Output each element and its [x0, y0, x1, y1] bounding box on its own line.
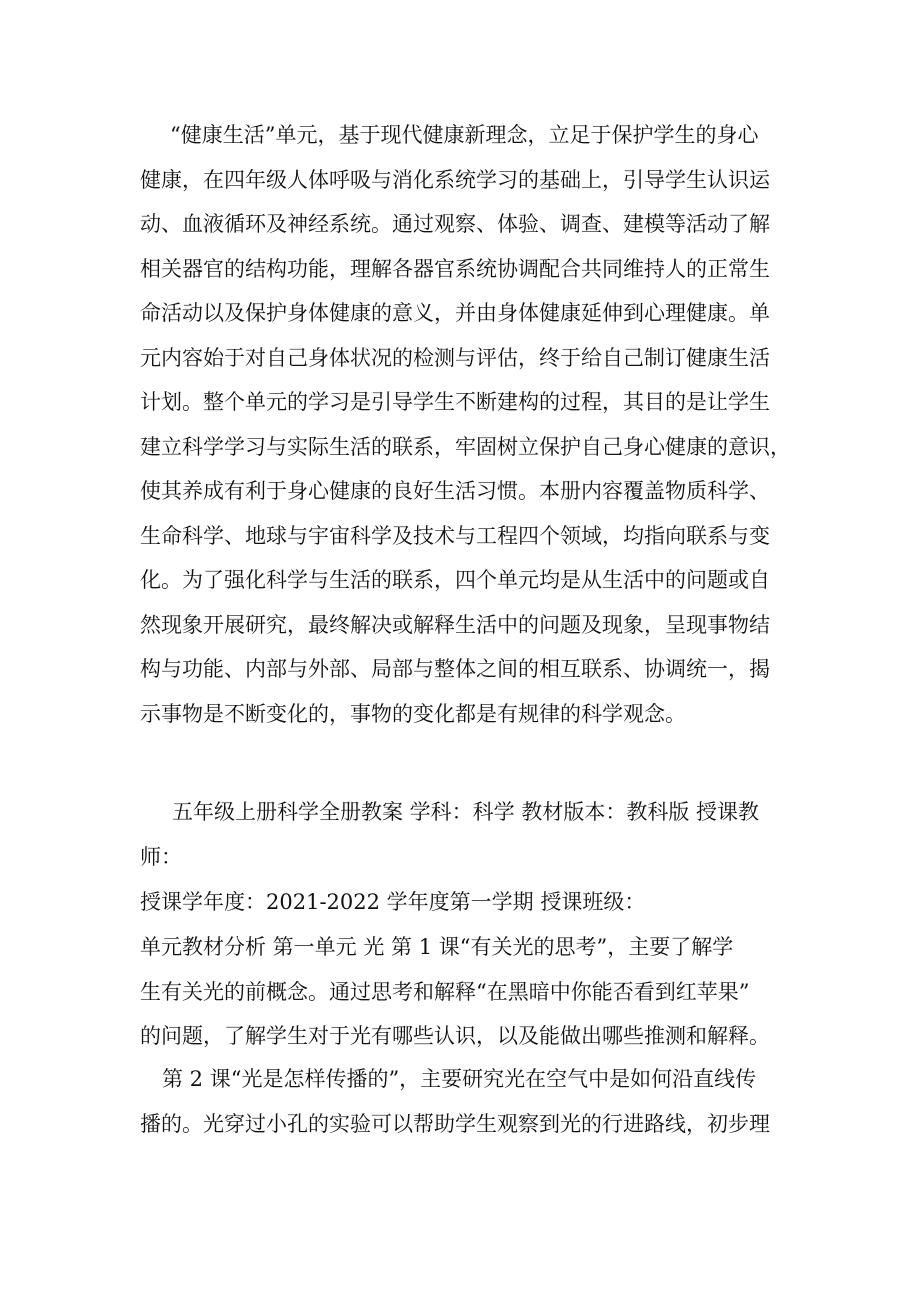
text-line: 动、血液循环及神经系统。通过观察、体验、调查、建模等活动了解 [140, 212, 770, 236]
text-line: 示事物是不断变化的，事物的变化都是有规律的科学观念。 [140, 701, 686, 726]
text-line: 生有关光的前概念。通过思考和解释“在黑暗中你能否看到红苹果” [140, 979, 750, 1004]
text-line: 化。为了强化科学与生活的联系，四个单元均是从生活中的问题或自 [140, 568, 770, 592]
paragraph-school-year [140, 880, 795, 925]
text-line: 命活动以及保护身体健康的意义，并由身体健康延伸到心理健康。单 [140, 301, 770, 325]
text-line: 计划。整个单元的学习是引导学生不断建构的过程，其目的是让学生 [140, 390, 770, 414]
text-line: 的问题，了解学生对于光有哪些认识，以及能做出哪些推测和解释。 [140, 1024, 770, 1048]
paragraph-unit-analysis [140, 925, 795, 1059]
text-line: 第 2 课“光是怎样传播的”，主要研究光在空气中是如何沿直线传 [162, 1067, 757, 1091]
paragraph-lesson-2 [140, 1057, 795, 1146]
text-line: 授课学年度：2021-2022 学年度第一学期 授课班级： [140, 890, 646, 914]
text-line: 播的。光穿过小孔的实验可以帮助学生观察到光的行进路线，初步理 [140, 1111, 770, 1136]
text-line: 构与功能、内部与外部、局部与整体之间的相互联系、协调统一，揭 [140, 657, 770, 681]
text-line: 师： [140, 844, 182, 869]
paragraph-health-unit [140, 113, 795, 736]
text-line: 生命科学、地球与宇宙科学及技术与工程四个领域，均指向联系与变 [140, 523, 770, 548]
text-line: 单元教材分析 第一单元 光 第 1 课“有关光的思考”，主要了解学 [140, 935, 734, 959]
text-line: 相关器官的结构功能，理解各器官系统协调配合共同维持人的正常生 [140, 256, 770, 281]
text-line: 建立科学学习与实际生活的联系，牢固树立保护自己身心健康的意识， [140, 434, 791, 459]
paragraph-lesson-plan-header [140, 790, 795, 879]
text-line: “健康生活”单元，基于现代健康新理念，立足于保护学生的身心 [170, 123, 759, 147]
text-line: 然现象开展研究，最终解决或解释生活中的问题及现象，呈现事物结 [140, 612, 770, 637]
text-line: 五年级上册科学全册教案 学科：科学 教材版本：教科版 授课教 [172, 800, 760, 824]
text-line: 元内容始于对自己身体状况的检测与评估，终于给自己制订健康生活 [140, 345, 770, 370]
text-line: 使其养成有利于身心健康的良好生活习惯。本册内容覆盖物质科学、 [140, 479, 770, 503]
text-line: 健康，在四年级人体呼吸与消化系统学习的基础上，引导学生认识运 [140, 167, 770, 192]
